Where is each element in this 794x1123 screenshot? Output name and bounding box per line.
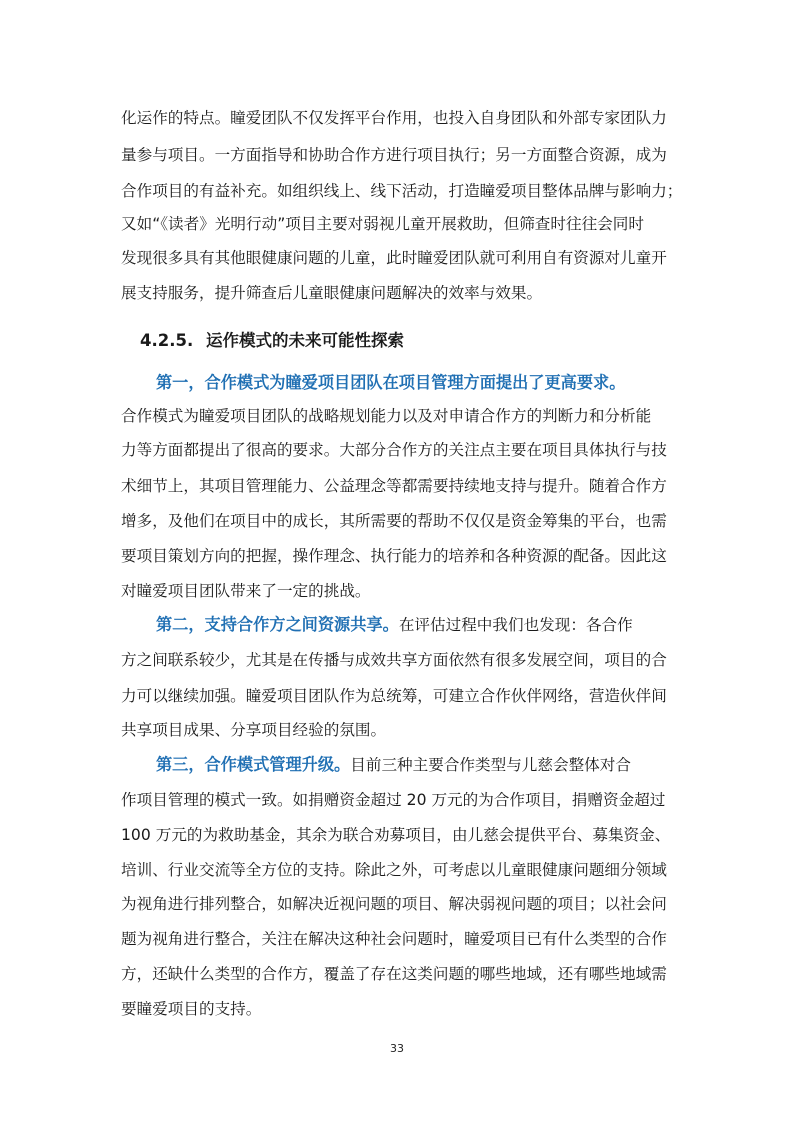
intro-line: 量参与项目。一方面指导和协助合作方进行项目执行；另一方面整合资源，成为 (121, 146, 667, 164)
point3-line: 为视角进行排列整合，如解决近视问题的项目、解决弱视问题的项目；以社会问 (121, 895, 667, 913)
section-heading (140, 330, 404, 352)
point2-line: 力可以继续加强。瞳爱项目团队作为总统筹，可建立合作伙伴网络，营造伙伴间 (121, 687, 667, 705)
point1-line: 要项目策划方向的把握，操作理念、执行能力的培养和各种资源的配备。因此这 (121, 547, 667, 565)
section-title: 运作模式的未来可能性探索 (206, 331, 404, 350)
point3-line: 培训、行业交流等全方位的支持。除此之外，可考虑以儿童眼健康问题细分领域 (121, 861, 667, 879)
point2-first-line (156, 615, 681, 635)
point2-line: 共享项目成果、分享项目经验的氛围。 (121, 721, 387, 739)
point1-heading (156, 373, 681, 393)
point3-line: 要瞳爱项目的支持。 (121, 1000, 262, 1018)
point3-line: 作项目管理的模式一致。如捐赠资金超过 20 万元的为合作项目，捐赠资金超过 (121, 791, 666, 809)
page-number: 33 (390, 1042, 404, 1055)
intro-line: 发现很多具有其他眼健康问题的儿童，此时瞳爱团队就可利用自有资源对儿童开 (121, 249, 667, 267)
point1-line: 增多，及他们在项目中的成长，其所需要的帮助不仅仅是资金筹集的平台，也需 (121, 512, 667, 530)
intro-line: 展支持服务，提升筛查后儿童眼健康问题解决的效率与效果。 (121, 284, 543, 302)
point3-first-line (156, 755, 681, 775)
point3-first-rest: 目前三种主要合作类型与儿慈会整体对合 (350, 756, 631, 774)
point3-line: 100 万元的为救助基金，其余为联合劝募项目，由儿慈会提供平台、募集资金、 (121, 826, 671, 844)
intro-line: 合作项目的有益补充。如组织线上、线下活动，打造瞳爱项目整体品牌与影响力； (121, 182, 683, 200)
point2-highlight: 第二，支持合作方之间资源共享。 (156, 615, 399, 634)
point1-line: 合作模式为瞳爱项目团队的战略规划能力以及对申请合作方的判断力和分析能 (121, 407, 652, 425)
point1-line: 对瞳爱项目团队带来了一定的挑战。 (121, 582, 371, 600)
point1-line: 术细节上，其项目管理能力、公益理念等都需要持续地支持与提升。随着合作方 (121, 477, 667, 495)
intro-line: 化运作的特点。瞳爱团队不仅发挥平台作用，也投入自身团队和外部专家团队力 (121, 109, 667, 127)
section-number: 4.2.5. (140, 331, 194, 350)
point3-highlight: 第三，合作模式管理升级。 (156, 755, 351, 774)
intro-line: 又如“《读者》光明行动”项目主要对弱视儿童开展救助，但筛查时往往会同时 (121, 215, 644, 233)
point1-highlight: 第一，合作模式为瞳爱项目团队在项目管理方面提出了更高要求。 (156, 373, 626, 392)
point2-first-rest: 在评估过程中我们也发现：各合作 (398, 616, 633, 634)
point2-line: 方之间联系较少，尤其是在传播与成效共享方面依然有很多发展空间，项目的合 (121, 651, 667, 669)
point1-line: 力等方面都提出了很高的要求。大部分合作方的关注点主要在项目具体执行与技 (121, 441, 667, 459)
point3-line: 方，还缺什么类型的合作方，覆盖了存在这类问题的哪些地域，还有哪些地域需 (121, 965, 667, 983)
point3-line: 题为视角进行整合，关注在解决这种社会问题时，瞳爱项目已有什么类型的合作 (121, 930, 667, 948)
